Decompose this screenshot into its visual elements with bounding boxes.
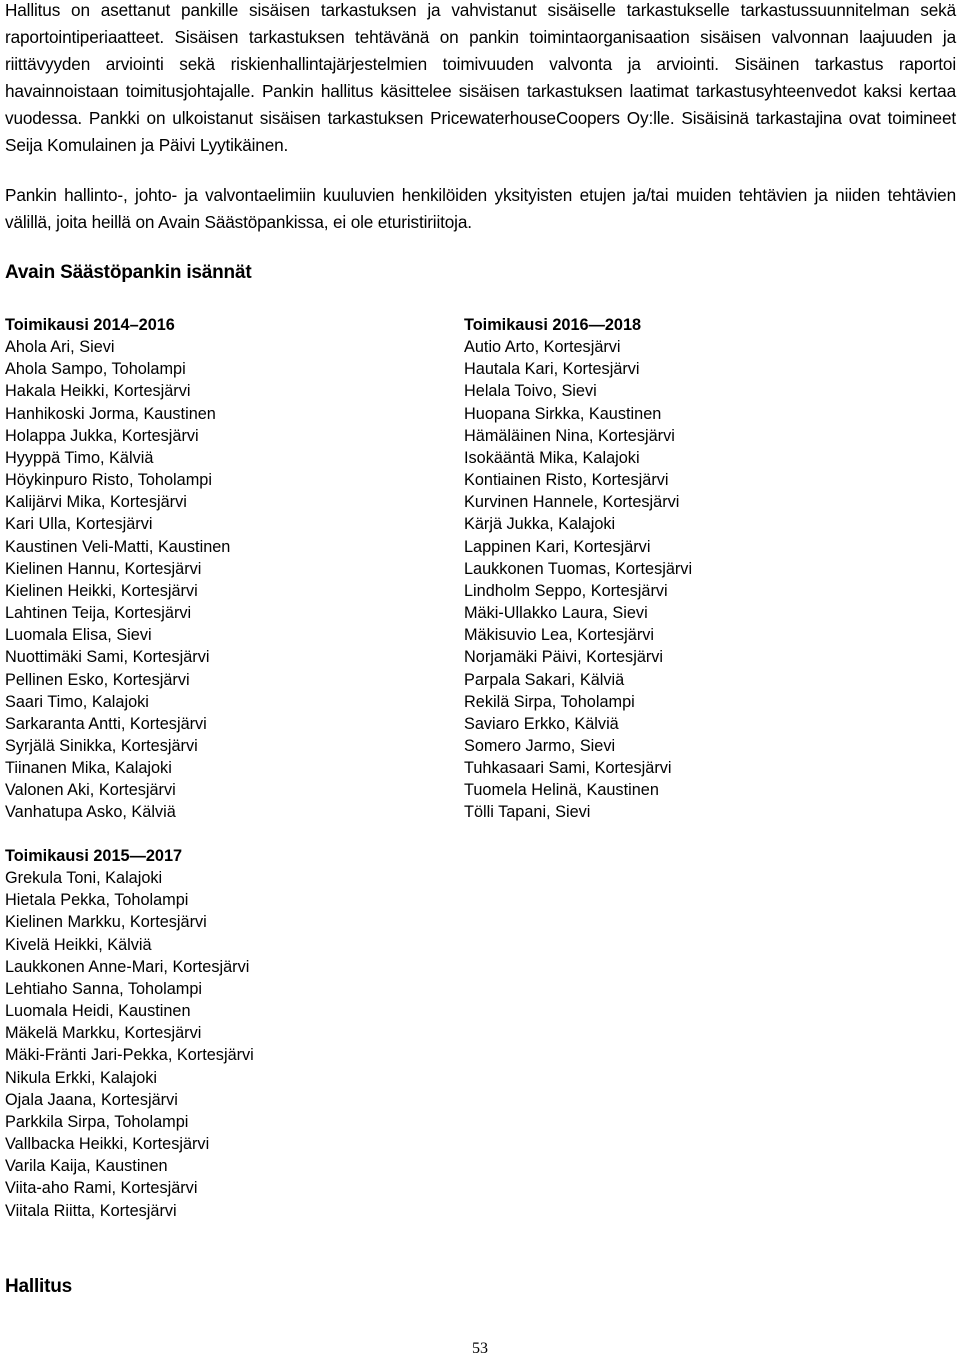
section-heading-board: Hallitus [5,1276,73,1297]
member-item: Autio Arto, Kortesjärvi [464,338,621,357]
member-item: Hautala Kari, Kortesjärvi [464,360,640,379]
member-item: Parpala Sakari, Kälviä [464,670,625,689]
member-item: Mäki-Fränti Jari-Pekka, Kortesjärvi [5,1046,254,1065]
member-item: Tölli Tapani, Sievi [464,803,591,822]
member-item: Nikula Erkki, Kalajoki [5,1068,158,1087]
member-item: Luomala Heidi, Kaustinen [5,1002,191,1021]
member-item: Mäki-Ullakko Laura, Sievi [464,604,648,623]
member-item: Kari Ulla, Kortesjärvi [5,515,153,534]
member-item: Varila Kaija, Kaustinen [5,1157,168,1176]
member-item: Kaustinen Veli-Matti, Kaustinen [5,537,231,556]
member-item: Hietala Pekka, Toholampi [5,891,189,910]
member-item: Huopana Sirkka, Kaustinen [464,404,662,423]
member-item: Lehtiaho Sanna, Toholampi [5,979,203,998]
member-item: Ahola Ari, Sievi [5,338,115,357]
member-item: Lappinen Kari, Kortesjärvi [464,537,651,556]
member-item: Kielinen Heikki, Kortesjärvi [5,581,198,600]
member-item: Pellinen Esko, Kortesjärvi [5,670,190,689]
member-item: Saviaro Erkko, Kälviä [464,714,619,733]
member-item: Kontiainen Risto, Kortesjärvi [464,471,669,490]
page-number: 53 [472,1340,488,1357]
member-item: Lahtinen Teija, Kortesjärvi [5,604,192,623]
member-item: Hanhikoski Jorma, Kaustinen [5,404,216,423]
member-item: Valonen Aki, Kortesjärvi [5,781,176,800]
paragraph-conflicts-of-interest: Pankin hallinto-, johto- ja valvontaelimiin kuuluvien henkilöiden yksityisten etujen ja/tai muiden tehtävien ja niiden tehtävien välillä, joita heillä on Avain Säästöpankissa, ei ole eturistiriitoja. [5,185,956,232]
member-item: Laukkonen Anne-Mari, Kortesjärvi [5,957,250,976]
member-item: Mäkisuvio Lea, Kortesjärvi [464,626,655,645]
member-item: Vanhatupa Asko, Kälviä [5,803,176,822]
member-item: Tuhkasaari Sami, Kortesjärvi [464,759,672,778]
member-item: Ahola Sampo, Toholampi [5,360,186,379]
member-item: Hyyppä Timo, Kälviä [5,448,154,467]
member-item: Hämäläinen Nina, Kortesjärvi [464,426,675,445]
member-item: Saari Timo, Kalajoki [5,692,149,711]
member-item: Luomala Elisa, Sievi [5,626,152,645]
member-item: Helala Toivo, Sievi [464,382,597,401]
member-item: Vallbacka Heikki, Kortesjärvi [5,1135,210,1154]
section-heading-trustees: Avain Säästöpankin isännät [5,262,252,283]
term-list-2016-2018 [464,314,692,824]
term-title: Toimikausi 2014–2016 [5,316,175,334]
member-item: Kivelä Heikki, Kälviä [5,935,152,954]
member-item: Kielinen Hannu, Kortesjärvi [5,559,202,578]
member-item: Tuomela Helinä, Kaustinen [464,781,659,800]
member-item: Höykinpuro Risto, Toholampi [5,471,212,490]
member-item: Holappa Jukka, Kortesjärvi [5,426,199,445]
member-item: Kielinen Markku, Kortesjärvi [5,913,207,932]
member-item: Ojala Jaana, Kortesjärvi [5,1090,178,1109]
member-item: Sarkaranta Antti, Kortesjärvi [5,714,207,733]
member-item: Isokääntä Mika, Kalajoki [464,448,640,467]
member-item: Mäkelä Markku, Kortesjärvi [5,1024,202,1043]
member-item: Rekilä Sirpa, Toholampi [464,692,635,711]
member-item: Norjamäki Päivi, Kortesjärvi [464,648,664,667]
member-item: Viita-aho Rami, Kortesjärvi [5,1179,198,1198]
member-item: Nuottimäki Sami, Kortesjärvi [5,648,210,667]
member-item: Viitala Riitta, Kortesjärvi [5,1201,177,1220]
member-item: Kärjä Jukka, Kalajoki [464,515,616,534]
member-item: Laukkonen Tuomas, Kortesjärvi [464,559,693,578]
term-list-2014-2016 [5,314,230,824]
term-title: Toimikausi 2015—2017 [5,847,183,865]
member-item: Tiinanen Mika, Kalajoki [5,759,172,778]
paragraph-internal-audit: Hallitus on asettanut pankille sisäisen tarkastuksen ja vahvistanut sisäiselle tarkastukselle tarkastussuunnitelman sekä raportointiperiaatteet. Sisäisen tarkastuksen tehtävänä on pankin toimintaorganisaation sisäisen valvonnan laajuuden ja riittävyyden arviointi sekä riskienhallintajärjestelmien toimivuuden valvonta ja arviointi. Sisäinen tarkastus raportoi havainnoistaan toimitusjohtajalle. Pankin hallitus käsittelee sisäisen tarkastuksen laatimat tarkastusyhteenvedot kaksi kertaa vuodessa. Pankki on ulkoistanut sisäisen tarkastuksen PricewaterhouseCoopers Oy:lle. Sisäisinä tarkastajina ovat toimineet Seija Komulainen ja Päivi Lyytikäinen. [5,0,956,155]
member-item: Kalijärvi Mika, Kortesjärvi [5,493,187,512]
member-item: Hakala Heikki, Kortesjärvi [5,382,191,401]
member-item: Kurvinen Hannele, Kortesjärvi [464,493,680,512]
member-item: Lindholm Seppo, Kortesjärvi [464,581,668,600]
member-item: Syrjälä Sinikka, Kortesjärvi [5,736,198,755]
member-item: Somero Jarmo, Sievi [464,736,616,755]
term-title: Toimikausi 2016—2018 [464,316,642,334]
term-list-2015-2017 [5,845,254,1222]
member-item: Parkkila Sirpa, Toholampi [5,1112,189,1131]
member-item: Grekula Toni, Kalajoki [5,869,163,888]
